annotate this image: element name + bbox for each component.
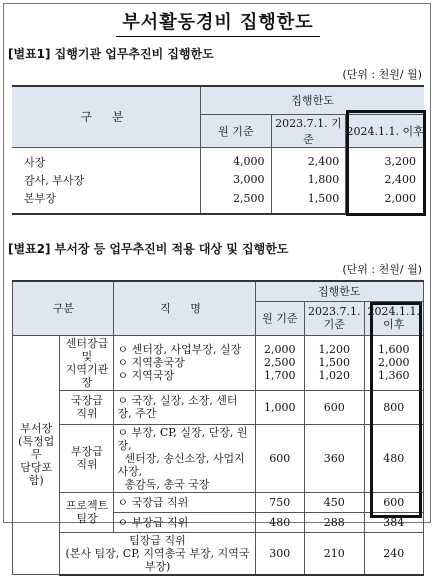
table2-cell: 1,600 2,000 1,360: [364, 335, 424, 390]
table1-cell: 3,200: [384, 155, 416, 168]
table1-cell: 2,500: [200, 190, 271, 214]
table2-col-header: 2024.1.1. 이후: [364, 301, 424, 335]
table1-row-label: 사장: [12, 147, 200, 170]
table1-row-label: 감사, 부사장: [12, 170, 200, 190]
table1-cell: 2,400: [271, 147, 346, 170]
table1-cell: 2,000: [346, 190, 424, 214]
table1-col-header: 2024.1.1. 이후: [346, 114, 424, 147]
table2-cell: 600: [255, 424, 304, 492]
table2-col-header: 원 기준: [255, 301, 304, 335]
table2-cell: 480: [255, 512, 304, 532]
table2-col-header: 2023.7.1. 기준: [305, 301, 364, 335]
table2-cell: 1,000: [255, 390, 304, 424]
table2-category: 센터장급 및 지역기관장: [60, 335, 114, 390]
table2-category: 부장급 직위: [60, 424, 114, 492]
table2-header-group: 구분: [13, 281, 114, 335]
table1-cell: 3,000: [200, 170, 271, 190]
table2-label: [별표2] 부서장 등 업무추진비 적용 대상 및 집행한도: [8, 242, 289, 256]
table2-cell: 600: [305, 390, 364, 424]
table2-last-row-label: 팀장급 직위 (본사 팀장, CP, 지역총국 부장, 지역국 부장): [60, 532, 255, 575]
table2-cell: 384: [364, 512, 424, 532]
table2-header-limit: 집행한도: [255, 281, 423, 301]
table2: [12, 280, 424, 576]
page-title: 부서활동경비 집행한도: [0, 8, 436, 37]
table1-unit: (단위 : 천원/ 월): [342, 68, 422, 81]
table1: [12, 85, 424, 215]
table2-cell: 2,000 2,500 1,700: [255, 335, 304, 390]
table1-cell: 1,800: [271, 170, 346, 190]
table1-col-header: 원 기준: [200, 114, 271, 147]
table1-cell: 1,500: [271, 190, 346, 214]
table2-positions: ㅇ 부장, CP, 실장, 단장, 원장, 센터장, 송신소장, 사업지사장, 총감독, 총국 국장: [114, 424, 255, 492]
table2-positions: ㅇ 국장급 직위: [114, 492, 255, 512]
table1-cell: 4,000: [200, 147, 271, 170]
table1-header-limit: 집행한도: [200, 86, 424, 114]
table2-cell: 300: [255, 532, 304, 575]
table2-cell: 360: [305, 424, 364, 492]
table2-cell: 1,200 1,500 1,020: [305, 335, 364, 390]
table2-positions: ㅇ 부장급 직위: [114, 512, 255, 532]
table2-cell: 210: [305, 532, 364, 575]
table1-cell: 2,400: [384, 173, 416, 186]
table2-cell: 480: [364, 424, 424, 492]
table2-cell: 600: [364, 492, 424, 512]
table2-positions: ㅇ 국장, 실장, 소장, 센터장, 주간: [114, 390, 255, 424]
table2-unit: (단위 : 천원/ 월): [342, 263, 422, 276]
table2-header-position: 직 명: [114, 281, 255, 335]
table2-cell: 288: [305, 512, 364, 532]
table2-side-group: 부서장 (특정업무 담당포함): [13, 335, 60, 575]
table1-row-label: 본부장: [12, 190, 200, 214]
table2-cell: 450: [305, 492, 364, 512]
table2-category: 국장급 직위: [60, 390, 114, 424]
table2-category: 프로젝트 팀장: [60, 492, 114, 532]
table2-cell: 800: [364, 390, 424, 424]
table2-positions: ㅇ 센터장, 사업부장, 실장 ㅇ 지역총국장 ㅇ 지역국장: [114, 335, 255, 390]
table1-label: [별표1] 집행기관 업무추진비 집행한도: [8, 47, 214, 61]
table1-header-group: 구 분: [12, 86, 200, 147]
table2-cell: 240: [364, 532, 424, 575]
table2-cell: 750: [255, 492, 304, 512]
table1-col-header: 2023.7.1. 기준: [271, 114, 346, 147]
